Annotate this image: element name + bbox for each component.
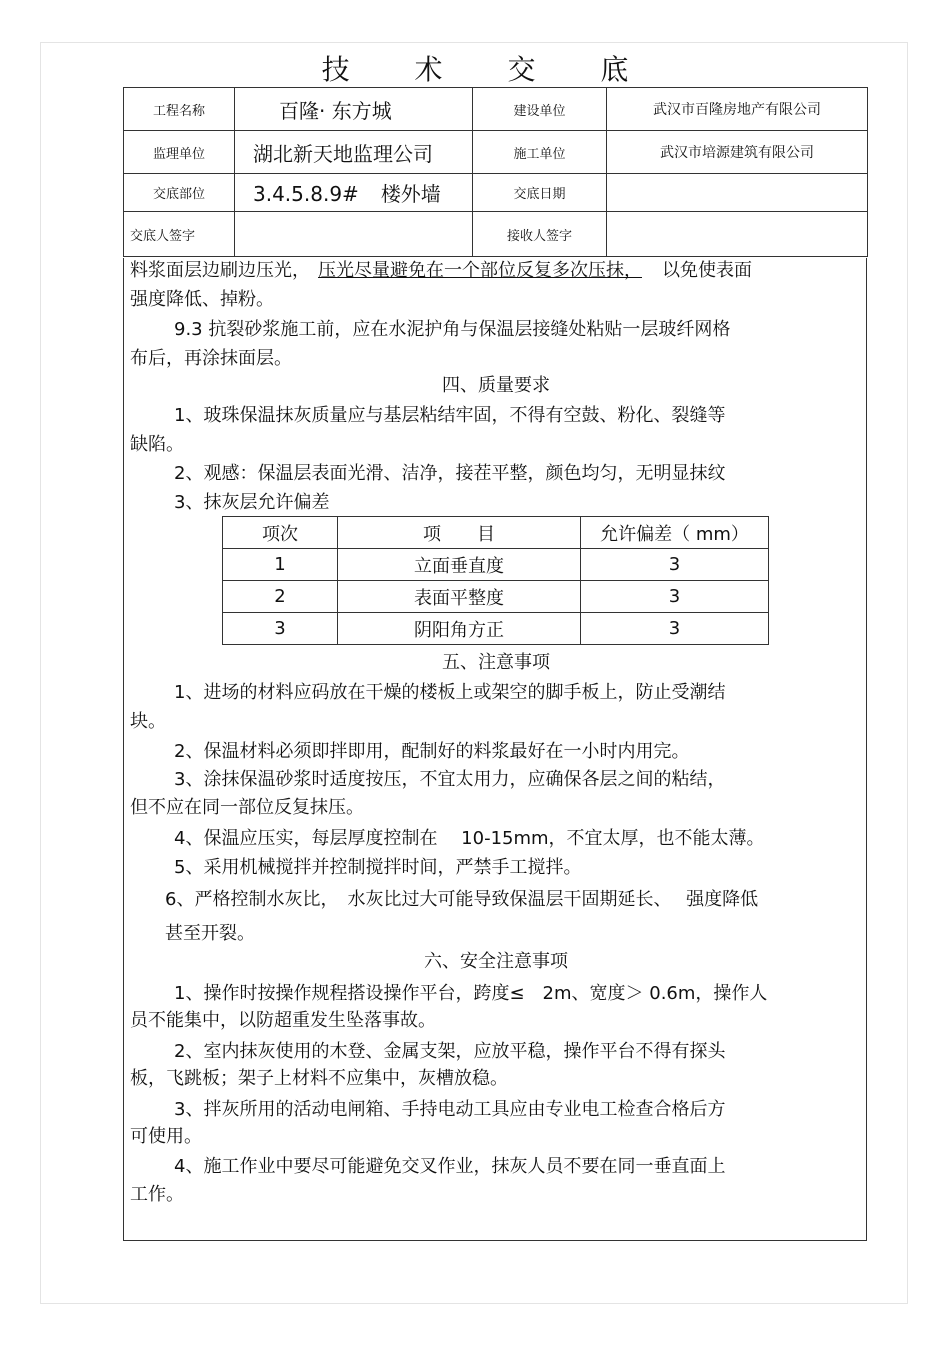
builder-label: 建设单位 xyxy=(473,88,607,131)
supervisor-label: 监理单位 xyxy=(124,131,235,174)
paragraph-line: 1、玻珠保温抹灰质量应与基层粘结牢固，不得有空鼓、粉化、裂缝等 xyxy=(174,405,726,426)
table-cell: 3 xyxy=(581,549,769,581)
paragraph-line: 缺陷。 xyxy=(130,434,184,455)
table-cell: 表面平整度 xyxy=(338,581,581,613)
paragraph-line: 板，飞跳板；架子上材料不应集中，灰槽放稳。 xyxy=(130,1068,508,1089)
paragraph-line: 3、拌灰所用的活动电闸箱、手持电动工具应由专业电工检查合格后方 xyxy=(174,1099,726,1120)
table-cell: 3 xyxy=(223,613,338,645)
receiver-signature-field xyxy=(607,212,868,257)
paragraph-line: 但不应在同一部位反复抹压。 xyxy=(130,797,364,818)
table-cell: 阴阳角方正 xyxy=(338,613,581,645)
builder-value: 武汉市百隆房地产有限公司 xyxy=(607,88,868,131)
underlined-text: 压光尽量避免在一个部位反复多次压抹， xyxy=(318,260,642,281)
paragraph-line: 甚至开裂。 xyxy=(165,923,255,944)
section-title-quality: 四、质量要求 xyxy=(442,375,550,396)
table-cell: 立面垂直度 xyxy=(338,549,581,581)
location-label: 交底部位 xyxy=(124,174,235,212)
table-row xyxy=(223,549,769,581)
deviation-table xyxy=(222,516,769,645)
receiver-signature-label: 接收人签字 xyxy=(473,212,607,257)
paragraph-line: 9.3 抗裂砂浆施工前，应在水泥护角与保温层接缝处粘贴一层玻纤网格 xyxy=(174,319,731,340)
table-cell: 1 xyxy=(223,549,338,581)
paragraph-line: 1、操作时按操作规程搭设操作平台，跨度≤ 2m、宽度＞ 0.6m，操作人 xyxy=(174,983,768,1004)
paragraph-line: 2、室内抹灰使用的木登、金属支架，应放平稳，操作平台不得有探头 xyxy=(174,1041,726,1062)
location-name: 楼外墙 xyxy=(380,182,441,206)
table-header-cell: 允许偏差（ mm） xyxy=(581,517,769,549)
paragraph-line: 3、涂抹保温砂浆时适度按压，不宜太用力，应确保各层之间的粘结， xyxy=(174,769,726,790)
date-label: 交底日期 xyxy=(473,174,607,212)
header-table xyxy=(123,87,868,257)
paragraph-line: 1、进场的材料应码放在干燥的楼板上或架空的脚手板上，防止受潮结 xyxy=(174,682,726,703)
paragraph-line: 块。 xyxy=(130,711,166,732)
document-title: 技 术 交 底 xyxy=(321,53,657,86)
table-row xyxy=(223,613,769,645)
project-name-label: 工程名称 xyxy=(124,88,235,131)
section-title-notes: 五、注意事项 xyxy=(442,652,550,673)
table-cell: 3 xyxy=(581,613,769,645)
discloser-signature-label: 交底人签字 xyxy=(124,212,235,257)
paragraph-line: 4、施工作业中要尽可能避免交叉作业，抹灰人员不要在同一垂直面上 xyxy=(174,1156,726,1177)
table-header-cell: 项 目 xyxy=(338,517,581,549)
project-name-value: 百隆· 东方城 xyxy=(235,88,473,131)
paragraph-line: 布后，再涂抹面层。 xyxy=(130,348,292,369)
date-value xyxy=(607,174,868,212)
paragraph-line: 2、保温材料必须即拌即用，配制好的料浆最好在一小时内用完。 xyxy=(174,741,690,762)
table-header-row xyxy=(223,517,769,549)
paragraph-line: 强度降低、掉粉。 xyxy=(130,289,274,310)
contractor-value: 武汉市培源建筑有限公司 xyxy=(607,131,868,174)
section-title-safety: 六、安全注意事项 xyxy=(424,951,568,972)
table-header-cell: 项次 xyxy=(223,517,338,549)
location-value xyxy=(235,174,473,212)
paragraph-line: 4、保温应压实，每层厚度控制在 10-15mm，不宜太厚，也不能太薄。 xyxy=(174,828,765,849)
paragraph-line: 员不能集中，以防超重发生坠落事故。 xyxy=(130,1010,436,1031)
table-row xyxy=(223,581,769,613)
body-content xyxy=(123,258,867,1241)
table-cell: 3 xyxy=(581,581,769,613)
supervisor-value: 湖北新天地监理公司 xyxy=(235,131,473,174)
location-number: 3.4.5.8.9# xyxy=(253,182,359,206)
discloser-signature-field xyxy=(235,212,473,257)
paragraph-line: 6、严格控制水灰比， 水灰比过大可能导致保温层干固期延长、 强度降低 xyxy=(165,889,759,910)
paragraph-line: 工作。 xyxy=(130,1184,184,1205)
paragraph-line: 2、观感：保温层表面光滑、洁净，接茬平整，颜色均匀，无明显抹纹 xyxy=(174,463,726,484)
table-cell: 2 xyxy=(223,581,338,613)
paragraph-line: 3、抹灰层允许偏差 xyxy=(174,492,330,513)
paragraph-line: 5、采用机械搅拌并控制搅拌时间，严禁手工搅拌。 xyxy=(174,857,582,878)
paragraph-line: 料浆面层边刷边压光， 压光尽量避免在一个部位反复多次压抹， 以免使表面 xyxy=(130,260,752,281)
paragraph-line: 可使用。 xyxy=(130,1126,202,1147)
contractor-label: 施工单位 xyxy=(473,131,607,174)
